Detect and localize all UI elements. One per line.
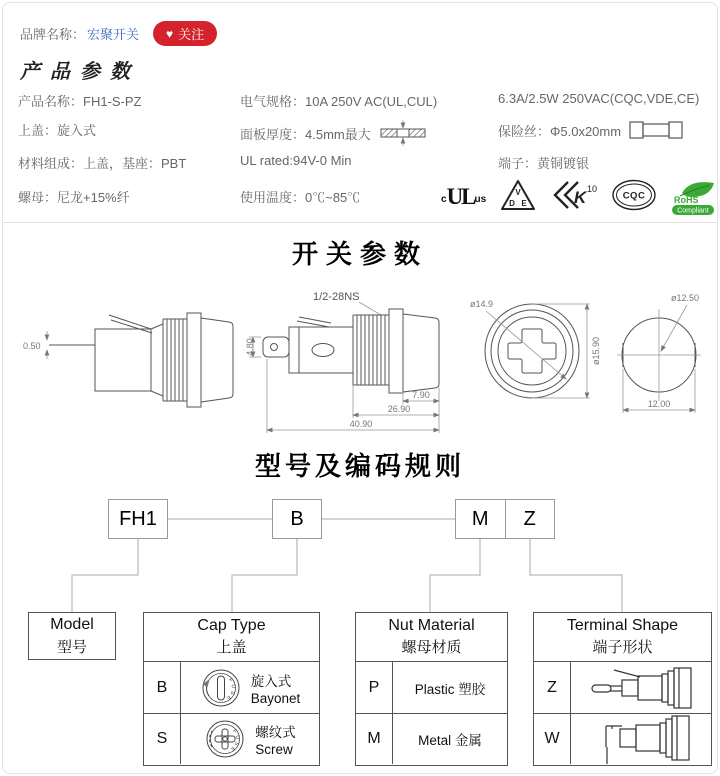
cap-type-en: Cap Type xyxy=(197,617,266,634)
spec-terminal: 端子：黄铜镀银 xyxy=(498,156,590,171)
switch-params-title: 开关参数 xyxy=(291,239,428,269)
svg-text:10: 10 xyxy=(587,183,598,194)
drawing-cap-view xyxy=(609,289,718,421)
ul-core-label: UL xyxy=(446,183,475,209)
svg-text:12.00: 12.00 xyxy=(647,399,671,409)
terminal-shape-header xyxy=(534,613,711,662)
nut-code-p: P xyxy=(356,662,393,713)
ul-us-label: us xyxy=(474,194,487,206)
code-box-nut-terminal xyxy=(455,499,555,539)
spec-ul-rated: UL rated:94V-0 Min xyxy=(240,153,352,168)
svg-text:D: D xyxy=(509,198,516,208)
svg-text:K: K xyxy=(574,187,587,207)
svg-text:7.90: 7.90 xyxy=(412,390,430,400)
drawing-front-view xyxy=(466,287,606,419)
cap-type-table xyxy=(143,612,320,766)
fuse-icon xyxy=(629,120,683,140)
spec-rating2: 6.3A/2.5W 250VAC(CQC,VDE,CE) xyxy=(498,91,700,106)
nut-material-cn: 螺母材质 xyxy=(401,639,462,656)
bayonet-cn: 旋入式 xyxy=(250,673,292,689)
nut-material-en: Nut Material xyxy=(388,617,475,634)
spec-electrical: 电气规格：10A 250V AC(UL,CUL) xyxy=(240,94,438,109)
cap-type-header xyxy=(144,613,319,662)
svg-text:FUSE: FUSE xyxy=(227,728,241,754)
terminal-row-w xyxy=(534,713,711,764)
screw-cn: 螺纹式 xyxy=(255,725,296,740)
brand-link[interactable]: 宏聚开关 xyxy=(87,27,140,42)
terminal-shape-en: Terminal Shape xyxy=(566,617,679,634)
nut-row-metal xyxy=(356,713,507,764)
product-info-panel xyxy=(3,3,717,223)
drawing-side-view xyxy=(11,289,241,434)
spec-panel-thickness-text: 面板厚度：4.5mm最大 xyxy=(240,126,371,142)
spec-nut: 螺母：尼龙+15%纤 xyxy=(18,190,130,205)
spec-fuse xyxy=(498,120,683,140)
screw-cap-icon xyxy=(204,718,246,760)
cap-type-row-screw xyxy=(144,713,319,764)
cqc-certification-icon xyxy=(611,178,657,217)
cap-code-s: S xyxy=(144,714,181,764)
ul-certification-icon xyxy=(441,183,487,209)
code-box-model: FH1 xyxy=(108,499,168,539)
screw-en: Screw xyxy=(255,742,293,757)
follow-label: 关注 xyxy=(178,27,205,42)
code-box-cap: B xyxy=(272,499,322,539)
spec-fuse-text: 保险丝：Φ5.0x20mm xyxy=(498,123,622,139)
ul-c-label: c xyxy=(441,194,447,206)
svg-text:CQC: CQC xyxy=(622,190,646,201)
vde-certification-icon xyxy=(499,178,537,217)
nut-metal-label: Metal 金属 xyxy=(418,733,482,748)
nut-row-plastic xyxy=(356,662,507,713)
svg-text:40.90: 40.90 xyxy=(349,419,373,429)
nut-code-m: M xyxy=(356,714,393,764)
model-cn-label: 型号 xyxy=(56,638,87,656)
code-box-terminal: Z xyxy=(523,507,536,530)
svg-text:0.50: 0.50 xyxy=(23,341,41,351)
ek-certification-icon xyxy=(550,177,598,218)
cap-code-b: B xyxy=(144,662,181,713)
brand-label: 品牌名称： xyxy=(20,27,86,42)
model-legend-box xyxy=(28,612,116,660)
terminal-shape-table xyxy=(533,612,712,766)
drawing-section-view xyxy=(241,287,469,437)
svg-text:V: V xyxy=(515,187,521,197)
svg-text:ø14.9: ø14.9 xyxy=(470,299,494,309)
svg-text:4.80: 4.80 xyxy=(245,338,255,356)
terminal-code-w: W xyxy=(534,714,571,764)
coding-diagram xyxy=(3,490,717,774)
nut-material-table xyxy=(355,612,508,766)
svg-text:FUSE: FUSE xyxy=(223,676,236,702)
rohs-certification-icon xyxy=(670,178,718,216)
svg-text:ø12.50: ø12.50 xyxy=(671,293,700,303)
terminal-code-z: Z xyxy=(534,662,571,713)
coding-rules-title: 型号及编码规则 xyxy=(254,451,465,481)
svg-text:Compliant: Compliant xyxy=(677,207,709,215)
bayonet-cap-icon xyxy=(200,667,242,709)
terminal-shape-cn: 端子形状 xyxy=(592,639,653,656)
spec-cap: 上盖：旋入式 xyxy=(18,123,97,138)
bayonet-en: Bayonet xyxy=(250,690,301,706)
brand-row xyxy=(20,21,217,46)
terminal-row-z xyxy=(534,662,711,713)
page xyxy=(2,2,718,774)
svg-text:26.90: 26.90 xyxy=(387,404,411,414)
panel-thickness-icon xyxy=(379,120,427,146)
spec-product-name: 产品名称：FH1-S-PZ xyxy=(18,94,142,109)
bent-terminal-icon xyxy=(582,714,700,764)
svg-text:E: E xyxy=(521,198,527,208)
heart-icon: ♥ xyxy=(166,26,174,41)
spec-material: 材料组成：上盖，基座：PBT xyxy=(18,156,187,171)
certification-icons xyxy=(441,175,711,219)
follow-button[interactable] xyxy=(153,21,217,46)
svg-text:ø15.90: ø15.90 xyxy=(591,336,601,366)
nut-plastic-label: Plastic 塑胶 xyxy=(414,681,486,697)
cap-type-cn: 上盖 xyxy=(216,639,247,656)
spec-temperature: 使用温度：0℃~85℃ xyxy=(240,190,361,205)
spec-panel-thickness xyxy=(240,120,427,146)
code-box-nut: M xyxy=(471,507,489,530)
cap-type-row-bayonet xyxy=(144,662,319,713)
straight-terminal-icon xyxy=(582,665,700,711)
model-en-label: Model xyxy=(50,615,94,633)
svg-text:RoHS: RoHS xyxy=(674,195,699,205)
svg-text:1/2-28NS: 1/2-28NS xyxy=(313,291,360,303)
nut-material-header xyxy=(356,613,507,662)
product-params-title: 产品参数 xyxy=(20,59,140,83)
